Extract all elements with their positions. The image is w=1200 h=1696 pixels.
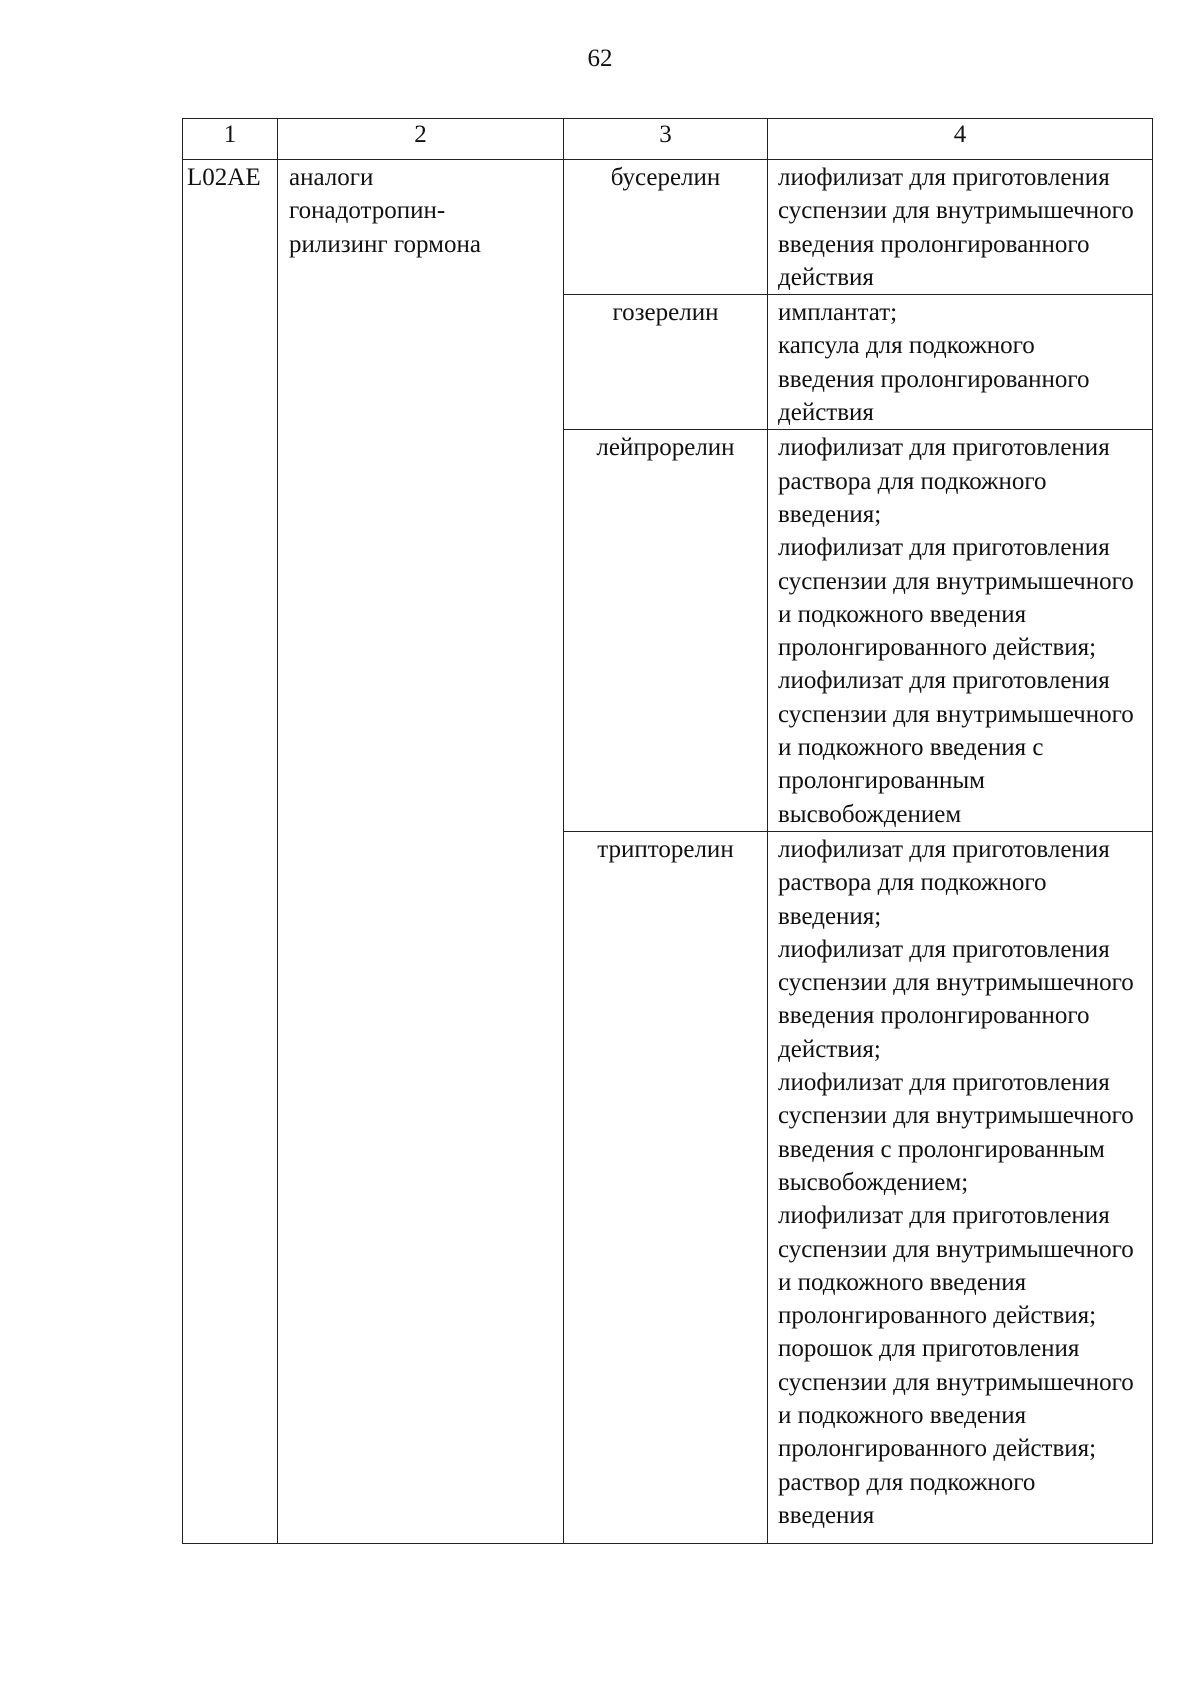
dosage-form-line: раствор для подкожного — [778, 1468, 1036, 1496]
dosage-form-line: лиофилизат для приготовления — [778, 164, 1110, 191]
dosage-form-line: пролонгированного действия; — [778, 1302, 1097, 1330]
dosage-form-line: высвобождением — [778, 800, 962, 828]
atc-code-cell: L02AE — [183, 160, 278, 1544]
dosage-form-line: и подкожного введения с — [778, 734, 1044, 762]
dosage-form-line: суспензии для внутримышечного — [778, 1102, 1134, 1130]
dosage-form-line: введения пролонгированного — [778, 1002, 1090, 1030]
dosage-form-line: введения; — [778, 902, 882, 930]
page-number: 62 — [587, 45, 613, 72]
dosage-form-line: пролонгированного действия; — [778, 1435, 1097, 1463]
dosage-form-line: капсула для подкожного — [778, 332, 1035, 360]
dosage-form-line: лиофилизат для приготовления — [778, 434, 1110, 462]
dosage-form-line: раствора для подкожного — [778, 869, 1047, 897]
dosage-form-line: суспензии для внутримышечного — [778, 1368, 1134, 1396]
dosage-form-line: введения; — [778, 500, 882, 528]
dosage-form-line: пролонгированного действия; — [778, 634, 1097, 662]
group-name-line: гонадотропин- — [289, 197, 446, 225]
dosage-form-line: лиофилизат для приготовления — [778, 534, 1110, 562]
group-name-line: рилизинг гормона — [289, 230, 481, 258]
dosage-form-line: лиофилизат для приготовления — [778, 667, 1110, 695]
drug-name-cell: трипторелин — [564, 831, 768, 1543]
header-cell-3: 3 — [564, 119, 768, 160]
dosage-form-line: лиофилизат для приготовления — [778, 1202, 1110, 1230]
group-name-cell — [278, 160, 564, 1544]
dosage-form-line: введения пролонгированного — [778, 365, 1090, 393]
header-cell-2: 2 — [278, 119, 564, 160]
dosage-form-line: лиофилизат для приготовления — [778, 1069, 1110, 1097]
dosage-form-line: пролонгированным — [778, 767, 985, 795]
dosage-form-line: раствора для подкожного — [778, 467, 1047, 495]
dosage-form-line: суспензии для внутримышечного — [778, 969, 1134, 997]
dosage-form-line: высвобождением; — [778, 1168, 969, 1196]
group-name-line: аналоги — [289, 164, 374, 191]
dosage-form-line: суспензии для внутримышечного — [778, 1235, 1134, 1263]
dosage-form-line: суспензии для внутримышечного — [778, 700, 1134, 728]
dosage-form-line: введения с пролонгированным — [778, 1135, 1105, 1163]
table-row — [183, 160, 1153, 295]
dosage-form-line: лиофилизат для приготовления — [778, 835, 1110, 863]
dosage-form-line: действия — [778, 263, 874, 291]
dosage-form-line: действия — [778, 399, 874, 427]
dosage-form-line: суспензии для внутримышечного — [778, 197, 1134, 225]
header-cell-4: 4 — [768, 119, 1153, 160]
dosage-form-line: лиофилизат для приготовления — [778, 935, 1110, 963]
dosage-form-line: имплантат; — [778, 299, 898, 327]
dosage-forms-cell — [768, 831, 1153, 1543]
dosage-form-line: и подкожного введения — [778, 1401, 1027, 1429]
drug-name-cell: бусерелин — [564, 160, 768, 295]
drug-table — [182, 118, 1153, 1544]
dosage-form-line: порошок для приготовления — [778, 1335, 1080, 1363]
drug-name-cell: лейпрорелин — [564, 430, 768, 832]
dosage-form-line: и подкожного введения — [778, 600, 1027, 628]
table-header-row — [183, 119, 1153, 160]
dosage-forms-cell — [768, 160, 1153, 295]
dosage-forms-cell — [768, 430, 1153, 832]
drug-name-cell: гозерелин — [564, 295, 768, 430]
header-cell-1: 1 — [183, 119, 278, 160]
dosage-form-line: суспензии для внутримышечного — [778, 567, 1134, 595]
dosage-form-line: и подкожного введения — [778, 1268, 1027, 1296]
dosage-forms-cell — [768, 295, 1153, 430]
dosage-form-line: действия; — [778, 1035, 881, 1063]
dosage-form-line: введения пролонгированного — [778, 230, 1090, 258]
dosage-form-line: введения — [778, 1501, 875, 1529]
